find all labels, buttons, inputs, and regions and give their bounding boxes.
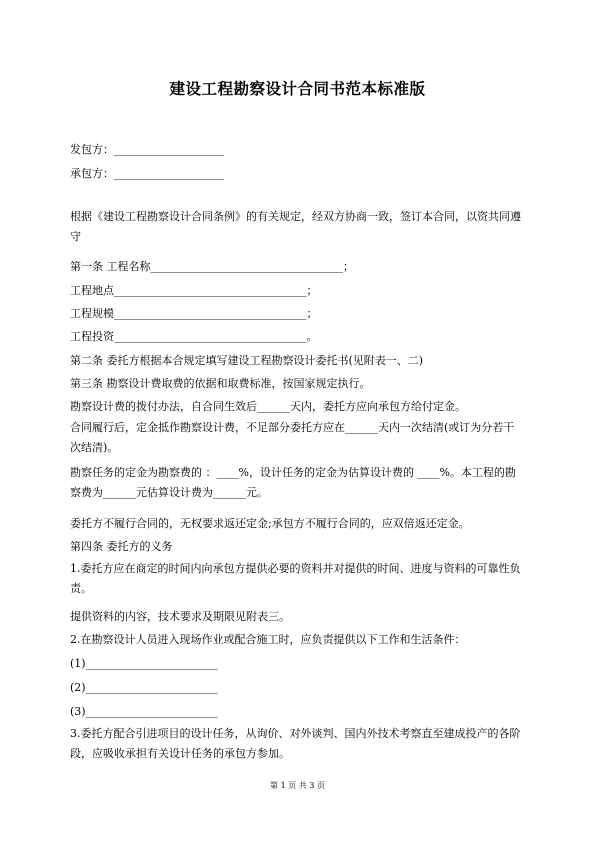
article1-project-scale: 工程规模___________________________________； (70, 307, 318, 320)
duty2: 2.在勘察设计人员进入现场作业或配合施工时，应负责提供以下工作和生活条件： (70, 633, 466, 646)
article1-project-location: 工程地点___________________________________； (70, 284, 318, 297)
document-title: 建设工程勘察设计合同书范本标准版 (169, 80, 426, 98)
employer-line: 发包方：____________________ (70, 143, 224, 156)
duty1-content: 提供资料的内容，技术要求及期限见附表三。 (70, 610, 290, 623)
performance-clause: 合同履行后，定金抵作勘察设计费，不足部分委托方应在______天内一次结清(或订为分若干次结清)。 (70, 421, 515, 454)
deposit-clause: 勘察任务的定金为勘察费的 ：____%，设计任务的定金为估算设计费的 ____%。本工程的勘察费为______元估算设计费为______元。 (70, 466, 516, 499)
page-number: 第 1 页 共 3 页 (270, 781, 325, 790)
article1-project-investment: 工程投资___________________________________。 (70, 330, 318, 343)
duty1: 1.委托方应在商定的时间内向承包方提供必要的资料并对提供的时间、进度与资料的可靠性负责。 (70, 562, 521, 595)
condition-3: (3)________________________ (70, 705, 218, 718)
article4-heading: 第四条 委托方的义务 (70, 540, 173, 553)
article2: 第二条 委托方根据本合规定填写建设工程勘察设计委托书(见附表一、二) (70, 354, 424, 367)
payment-method: 勘察设计费的拨付办法，自合同生效后______天内，委托方应向承包方给付定金。 (70, 400, 466, 413)
contractor-line: 承包方：____________________ (70, 167, 224, 180)
breach-clause: 委托方不履行合同的，无权要求返还定金;承包方不履行合同的，应双倍返还定金。 (70, 517, 470, 530)
condition-1: (1)________________________ (70, 657, 218, 670)
article1-project-name: 第一条 工程名称___________________________________； (70, 260, 354, 273)
intro-paragraph: 根据《建设工程勘察设计合同条例》的有关规定，经双方协商一致，签订本合同，以资共同遵守 (70, 210, 521, 243)
duty3: 3.委托方配合引进项目的设计任务，从询价、对外谈判、国内外技术考察直至建成投产的各阶段，应吸收承担有关设计任务的承包方参加。 (70, 727, 521, 760)
article3: 第三条 勘察设计费取费的依据和取费标准，按国家规定执行。 (70, 377, 371, 390)
condition-2: (2)________________________ (70, 681, 218, 694)
